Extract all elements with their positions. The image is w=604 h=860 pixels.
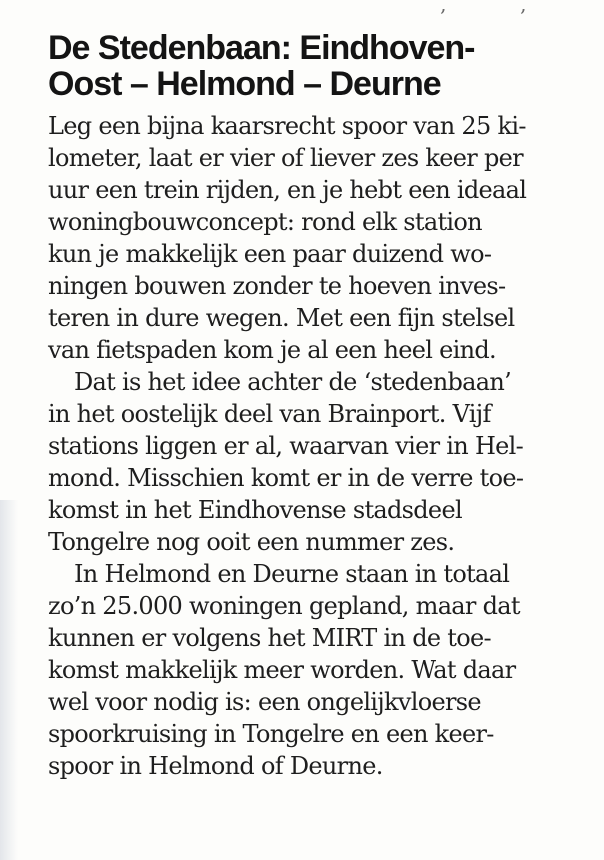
text-line: in het oostelijk deel van Brainport. Vijf xyxy=(48,400,491,428)
text-line: spoorkruising in Tongelre en een keer- xyxy=(48,720,494,748)
text-line: wel voor nodig is: een ongelijkvloerse xyxy=(48,688,481,716)
article-headline xyxy=(48,30,598,102)
paragraph-2 xyxy=(48,366,600,558)
text-line: zo’n 25.000 woningen gepland, maar dat xyxy=(48,592,520,620)
cropped-previous-text xyxy=(0,0,604,14)
text-line: kun je makkelijk een paar duizend wo- xyxy=(48,240,492,268)
text-line: In Helmond en Deurne staan in totaal xyxy=(74,560,510,588)
text-line: komst in het Eindhovense stadsdeel xyxy=(48,496,462,524)
text-line: kunnen er volgens het MIRT in de toe- xyxy=(48,624,491,652)
headline-line: Oost – Helmond – Deurne xyxy=(48,65,441,103)
text-line: ningen bouwen zonder te hoeven inves- xyxy=(48,272,506,300)
text-line: Tongelre nog ooit een nummer zes. xyxy=(48,528,455,556)
text-line: mond. Misschien komt er in de verre toe- xyxy=(48,464,524,492)
page-edge-shadow xyxy=(0,500,18,860)
text-line: woningbouwconcept: rond elk station xyxy=(48,208,482,236)
text-line: Dat is het idee achter de ‘stedenbaan’ xyxy=(74,368,512,396)
paragraph-3 xyxy=(48,558,600,782)
text-line: stations liggen er al, waarvan vier in Hel- xyxy=(48,432,524,460)
text-line: uur een trein rijden, en je hebt een ideaal xyxy=(48,176,527,204)
cropped-glyph: ‚ xyxy=(440,0,447,16)
text-line: lometer, laat er vier of liever zes keer per xyxy=(48,144,523,172)
text-line: van fietspaden kom je al een heel eind. xyxy=(48,336,496,364)
paragraph-1 xyxy=(48,110,600,366)
text-line: spoor in Helmond of Deurne. xyxy=(48,752,383,780)
text-line: teren in dure wegen. Met een fijn stelsel xyxy=(48,304,515,332)
headline-line: De Stedenbaan: Eindhoven- xyxy=(48,29,475,67)
text-line: Leg een bijna kaarsrecht spoor van 25 ki- xyxy=(48,112,526,140)
article-body xyxy=(48,110,600,782)
cropped-glyph: ‚ xyxy=(520,0,527,16)
text-line: komst makkelijk meer worden. Wat daar xyxy=(48,656,516,684)
